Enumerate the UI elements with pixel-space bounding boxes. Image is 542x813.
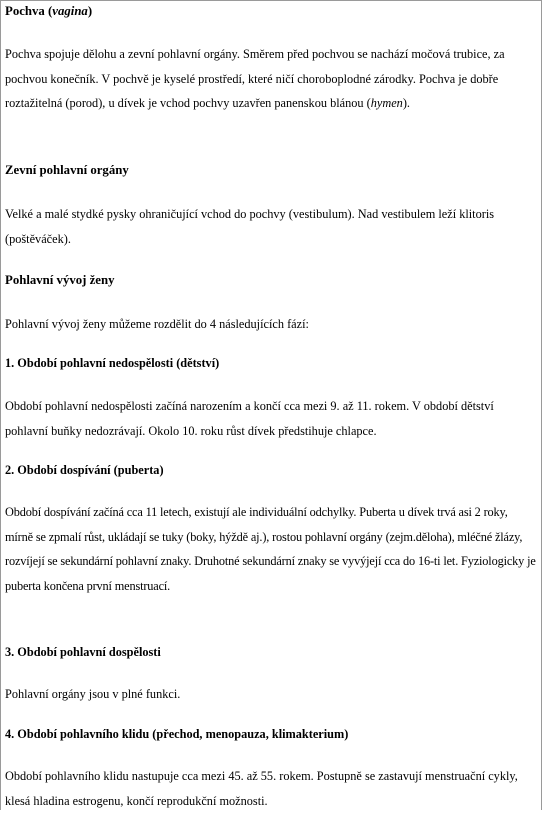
- heading-external-organs: Zevní pohlavní orgány: [5, 163, 129, 177]
- paragraph-phase-2: Období dospívání začíná cca 11 letech, existují ale individuální odchylky. Puberta u dívek trvá asi 2 roky, mírně se zpmalí růst, ukládají se tuky (boky, hýždě aj.), rostou pohlavní orgány (zejm.děloha), mléčné žlázy, rozvíjejí se sekundární pohlavní znaky. Druhotné sekundární znaky se vyvýjejí cca do 16-ti let. Fyziologicky je puberta končena první menstruací.: [5, 505, 536, 593]
- paragraph-external-organs: Velké a malé stydké pysky ohraničující vchod do pochvy (vestibulum). Nad vestibulem leží klitoris (poštěváček).: [5, 207, 495, 246]
- paragraph-vagina: [5, 42, 537, 116]
- heading-female-development: Pohlavní vývoj ženy: [5, 273, 115, 287]
- heading-vagina: [5, 3, 537, 19]
- heading-vagina-text: Pochva (: [5, 4, 53, 18]
- paragraph-vagina-italic: hymen: [370, 96, 403, 110]
- paragraph-phase-4: Období pohlavního klidu nastupuje cca mezi 45. až 55. rokem. Postupně se zastavují menstruační cykly, klesá hladina estrogenu, končí reprodukční možnosti.: [5, 769, 518, 808]
- paragraph-development-intro: Pohlavní vývoj ženy můžeme rozdělit do 4 následujících fází:: [5, 317, 309, 331]
- paragraph-vagina-text: Pochva spojuje dělohu a zevní pohlavní orgány. Směrem před pochvou se nachází močová trubice, za pochvou konečník. V pochvě je kyselé prostředí, které ničí choroboplodné zárodky. Pochva je dobře roztažitelná (porod), u dívek je vchod pochvy uzavřen panenskou blánou (: [5, 47, 505, 110]
- paragraph-vagina-end: ).: [402, 96, 410, 110]
- heading-phase-2: 2. Období dospívání (puberta): [5, 463, 164, 477]
- heading-phase-3: 3. Období pohlavní dospělosti: [5, 645, 161, 659]
- heading-phase-1: 1. Období pohlavní nedospělosti (dětství): [5, 356, 220, 370]
- paragraph-phase-3: Pohlavní orgány jsou v plné funkci.: [5, 687, 181, 701]
- heading-vagina-end: ): [87, 4, 93, 18]
- heading-vagina-italic: vagina: [52, 4, 88, 18]
- heading-phase-4: 4. Období pohlavního klidu (přechod, menopauza, klimakterium): [5, 727, 349, 741]
- paragraph-phase-1: Období pohlavní nedospělosti začíná narozením a končí cca mezi 9. až 11. rokem. V období dětství pohlavní buňky nedozrávají. Okolo 10. roku růst dívek předstihuje chlapce.: [5, 399, 494, 438]
